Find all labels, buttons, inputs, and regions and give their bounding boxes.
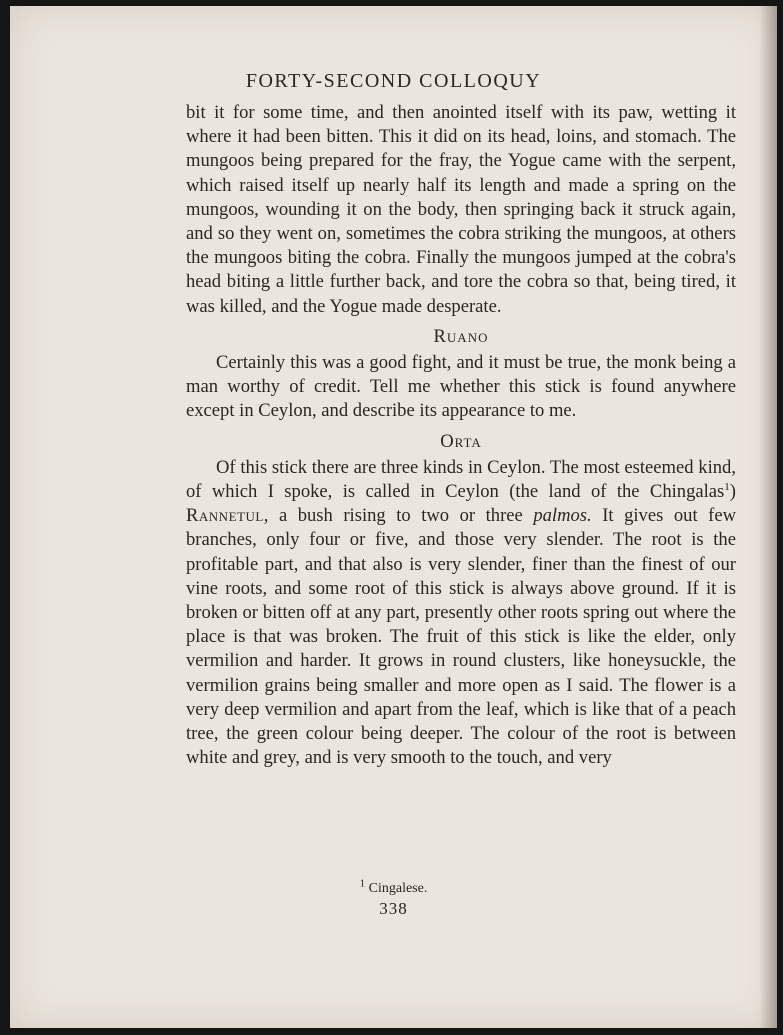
footnote-text: Cingalese. (368, 881, 428, 896)
footnote-marker: 1 (359, 877, 366, 890)
speaker-heading-ruano: Ruano (433, 325, 489, 347)
paragraph-orta-text-a: Of this stick there are three kinds in Ceylon. The most esteemed kind, of which I spoke, is called in Ceylon (the land of the Chingalas (186, 456, 736, 503)
page-edge-shadow (759, 6, 777, 1028)
italic-term-palmos: palmos. (533, 505, 592, 527)
paragraph-orta-text-b: ) (729, 481, 736, 503)
footnote-reference: 1 (724, 480, 730, 493)
footnote (10, 877, 777, 897)
running-header: FORTY-SECOND COLLOQUY (245, 70, 542, 92)
paragraph-continued: bit it for some time, and then anointed itself with its paw, wetting it where it had been bitten. This it did on its head, loins, and stomach. The mungoos being prepared for the fray, the Yogue came with the serpent, which raised itself up nearly half its length and made a spring on the mungoos, wounding it on the body, then springing back it struck again, and so they went on, sometimes the cobra striking the mungoos, at others the mungoos biting the cobra. Finally the mungoos jumped at the cobra's head biting a little further back, and tore the cobra so that, being tired, it was killed, and the Yogue made desperate. (186, 102, 736, 317)
plant-name-rannetul: Rannetul (186, 505, 264, 527)
paragraph-orta (186, 456, 736, 771)
page-number: 338 (379, 899, 408, 918)
book-page (10, 6, 777, 1028)
paragraph-ruano: Certainly this was a good fight, and it must be true, the monk being a man worthy of credit. Tell me whether this stick is found anywhere except in Ceylon, and describe its appearance to me. (186, 352, 736, 422)
speaker-heading-orta: Orta (440, 430, 482, 452)
paragraph-orta-text-d: It gives out few branches, only four or five, and those very slender. The root is the profitable part, and that also is very slender, finer than the finest of our vine roots, and some root of this stick is always above ground. If it is broken or bitten off at any part, presently other roots spring out where the place is that was broken. The fruit of this stick is like the elder, only vermilion and harder. It grows in round clusters, like honeysuckle, the vermilion grains being smaller and more open as I said. The flower is a very deep vermilion and apart from the leaf, which is like that of a peach tree, the green colour being deeper. The colour of the root is between white and grey, and is very smooth to the touch, and very (186, 505, 736, 769)
body-text (186, 101, 736, 770)
paragraph-orta-text-c: , a bush rising to two or three (263, 505, 534, 527)
